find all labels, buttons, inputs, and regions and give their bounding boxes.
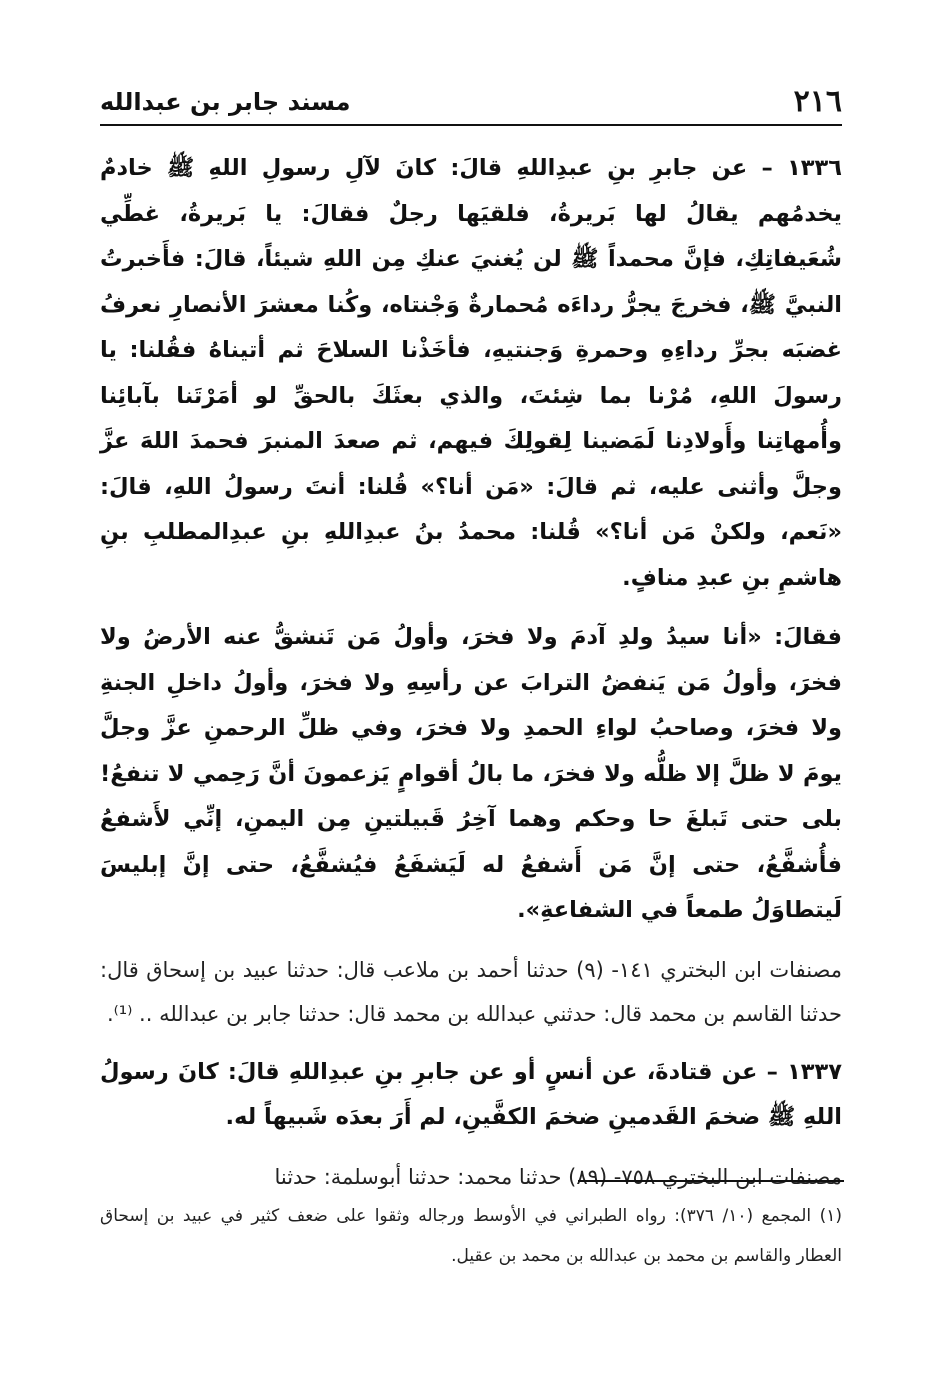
hadith-1337 — [100, 1050, 842, 1141]
footnote: (١) المجمع (١٠/ ٣٧٦): رواه الطبراني في الأوسط ورجاله وثقوا على ضعف كثير في عبيد بن إسحاق العطار والقاسم بن محمد بن عبدالله بن محمد بن عقيل. — [100, 1206, 842, 1266]
hadith-text: فقالَ: «أنا سيدُ ولدِ آدمَ ولا فخرَ، وأولُ مَن تَنشقُّ عنه الأرضُ ولا فخرَ، وأولُ مَن يَنفضُ الترابَ عن رأسِهِ ولا فخرَ، وأولُ داخلِ الجنةِ ولا فخرَ، وصاحبُ لواءِ الحمدِ ولا فخرَ، وفي ظلِّ الرحمنِ عزَّ وجلَّ يومَ لا ظلَّ إلا ظلُّه ولا فخرَ، ما بالُ أقوامٍ يَزعمونَ أنَّ رَحِمي لا تنفعُ! بلى حتى تَبلغَ حا وحكم وهما آخِرُ قَبيلتينِ مِن اليمنِ، إنِّي لأَشفعُ فأُشفَّعُ، حتى إنَّ مَن أَشفعُ له لَيَشفَعُ فيُشفَّعُ، حتى إنَّ إبليسَ لَيتطاوَلُ طمعاً في الشفاعةِ». — [100, 624, 842, 923]
hadith-1336-continuation — [100, 615, 842, 934]
running-title: مسند جابر بن عبدالله — [100, 88, 351, 116]
page-header — [100, 82, 842, 126]
hadith-1336 — [100, 146, 842, 601]
hadith-text: عن جابرِ بنِ عبدِاللهِ قالَ: كانَ لآلِ رسولِ اللهِ ﷺ خادمٌ يخدمُهم يقالُ لها بَريرةُ، فلقيَها رجلٌ فقالَ: يا بَريرةُ، غطِّي شُعَيفاتِكِ، فإنَّ محمداً ﷺ لن يُغنيَ عنكِ مِن اللهِ شيئاً، قالَ: فأَخبرتُ النبيَّ ﷺ، فخرجَ يجرُّ رداءَه مُحمارةٌ وَجْنتاه، وكُنا معشرَ الأنصارِ نعرفُ غضبَه بجرِّ رداءِهِ وحمرةِ وَجنتيهِ، فأخَذْنا السلاحَ ثم أتيناهُ فقُلنا: يا رسولَ اللهِ، مُرْنا بما شِئتَ، والذي بعثَكَ بالحقِّ لو أمَرْتَنا بآبائِنا وأُمهاتِنا وأَولادِنا لَمَضينا لِقولِكَ فيهم، ثم صعدَ المنبرَ فحمدَ اللهَ عزَّ وجلَّ وأثنى عليه، ثم قالَ: «مَن أنا؟» قُلنا: أنتَ رسولُ اللهِ، قالَ: «نَعم، ولكنْ مَن أنا؟» قُلنا: محمدُ بنُ عبدِاللهِ بنِ عبدِالمطلبِ بنِ هاشمِ بنِ عبدِ منافٍ. — [100, 155, 842, 591]
hadith-number: ١٣٣٦ – — [747, 155, 842, 181]
footnote-divider — [578, 1180, 844, 1182]
source-citation-1: مصنفات ابن البختري ١٤١- (٩) حدثنا أحمد بن ملاعب قال: حدثنا عبيد بن إسحاق قال: حدثنا القاسم بن محمد قال: حدثني عبدالله بن محمد قال: حدثنا جابر بن عبدالله .. ⁽¹⁾. — [100, 957, 842, 1026]
page-number: ٢١٦ — [793, 84, 842, 119]
hadith-number: ١٣٣٧ – — [757, 1058, 843, 1085]
hadith-text: عن قتادةَ، عن أنسٍ أو عن جابرِ بنِ عبدِاللهِ قالَ: كانَ رسولُ اللهِ ﷺ ضخمَ القَدمينِ ضخمَ الكفَّينِ، لم أَرَ بعدَه شَبيهاً له. — [100, 1058, 842, 1130]
main-text — [100, 146, 842, 1213]
source-citation-2: مصنفات ابن البختري ٧٥٨- (٨٩) حدثنا محمد: حدثنا أبوسلمة: حدثنا — [274, 1164, 842, 1189]
